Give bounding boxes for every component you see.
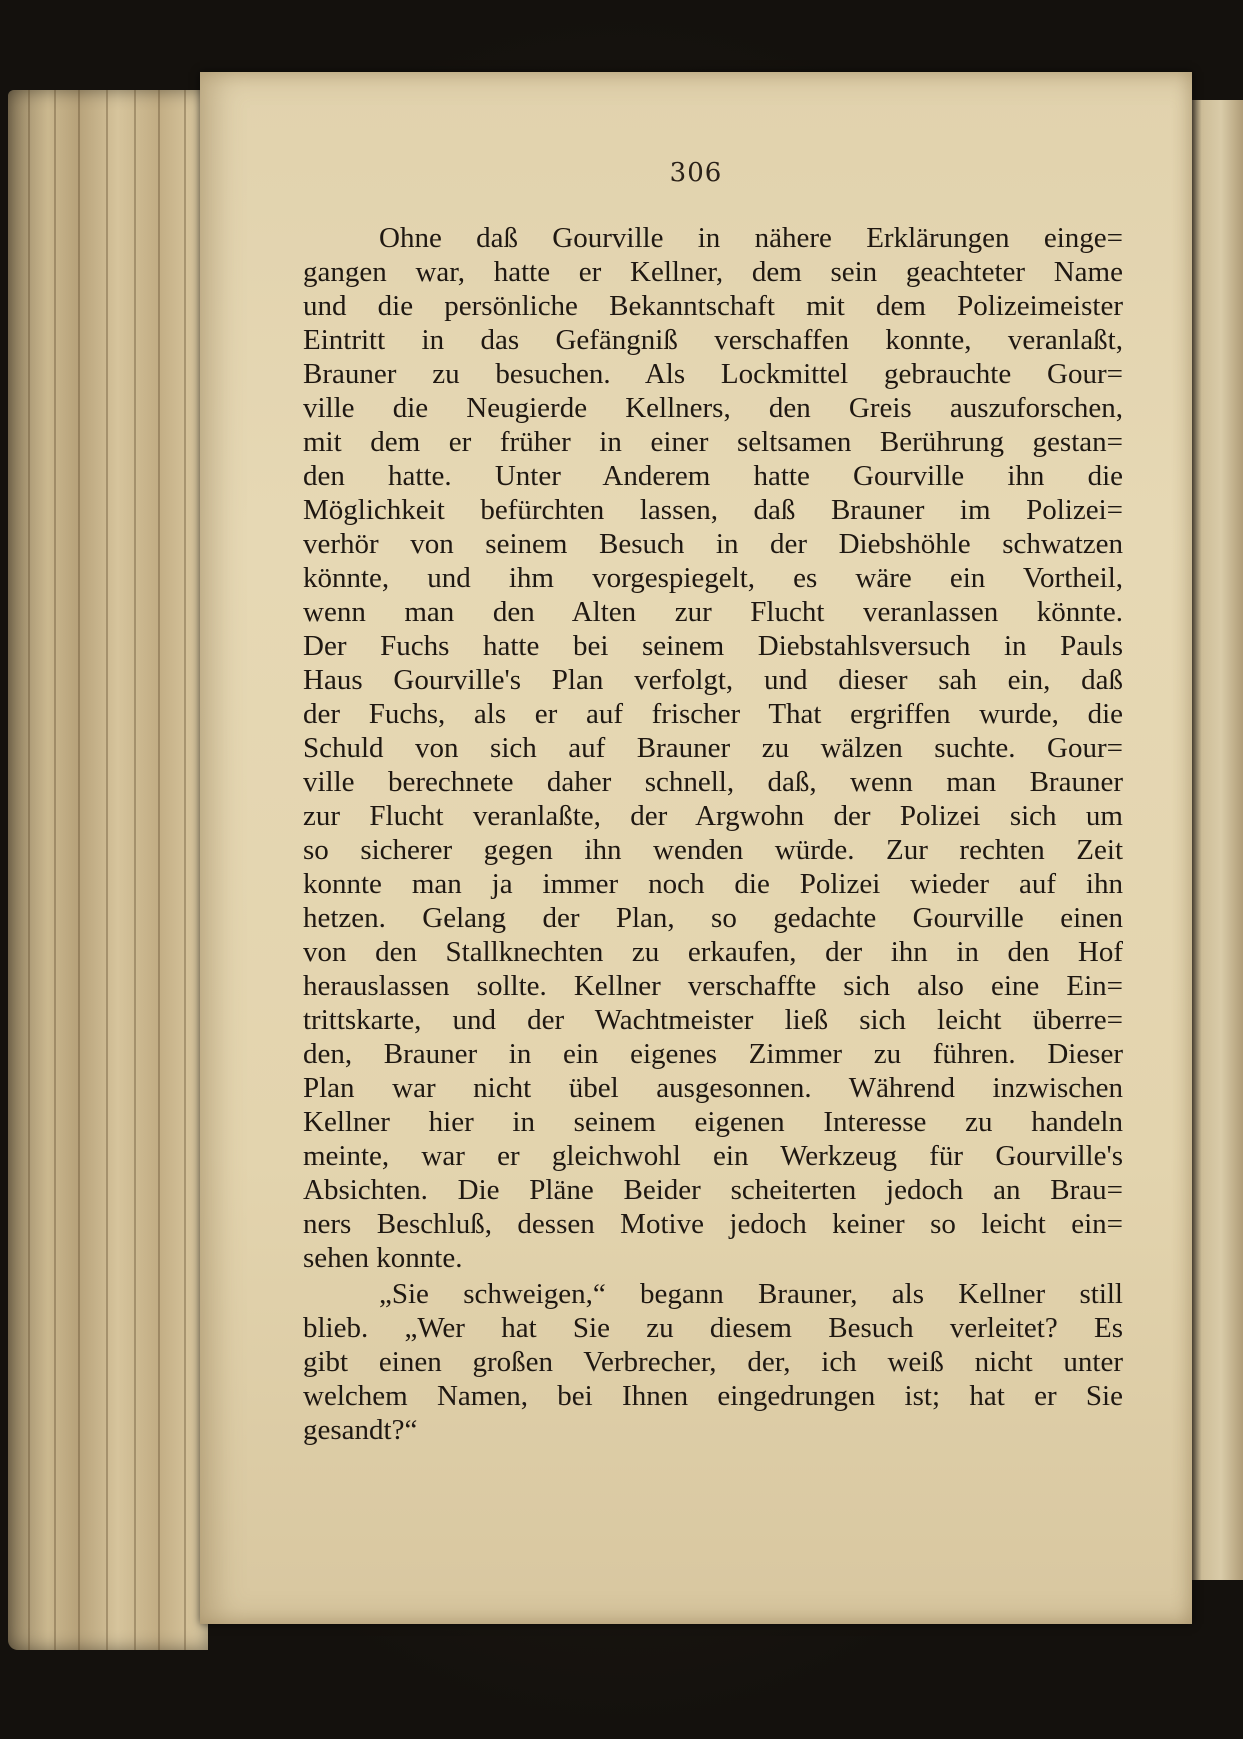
text-line: Ohne daß Gourville in nähere Erklärungen einge= bbox=[379, 222, 1123, 254]
text-line: zur Flucht veranlaßte, der Argwohn der Polizei sich um bbox=[303, 800, 1123, 832]
text-line: der Fuchs, als er auf frischer That ergriffen wurde, die bbox=[303, 698, 1123, 730]
text-line: mit dem er früher in einer seltsamen Berührung gestan= bbox=[303, 426, 1123, 458]
text-line: blieb. „Wer hat Sie zu diesem Besuch verleitet? Es bbox=[303, 1312, 1123, 1344]
text-line: sehen konnte. bbox=[303, 1242, 463, 1274]
text-line: welchem Namen, bei Ihnen eingedrungen ist; hat er Sie bbox=[303, 1380, 1123, 1412]
text-line: hetzen. Gelang der Plan, so gedachte Gourville einen bbox=[303, 902, 1123, 934]
text-line: Möglichkeit befürchten lassen, daß Brauner im Polizei= bbox=[303, 494, 1123, 526]
text-line: den, Brauner in ein eigenes Zimmer zu führen. Dieser bbox=[303, 1038, 1123, 1070]
text-line: so sicherer gegen ihn wenden würde. Zur rechten Zeit bbox=[303, 834, 1123, 866]
text-line: ners Beschluß, dessen Motive jedoch keiner so leicht ein= bbox=[303, 1208, 1123, 1240]
text-line: konnte man ja immer noch die Polizei wieder auf ihn bbox=[303, 868, 1123, 900]
text-line: „Sie schweigen,“ begann Brauner, als Kellner still bbox=[379, 1278, 1123, 1310]
text-line: wenn man den Alten zur Flucht veranlassen könnte. bbox=[303, 596, 1123, 628]
text-line: Plan war nicht übel ausgesonnen. Während inzwischen bbox=[303, 1072, 1123, 1104]
book-page bbox=[200, 72, 1192, 1624]
text-line: verhör von seinem Besuch in der Diebshöhle schwatzen bbox=[303, 528, 1123, 560]
text-line: Brauner zu besuchen. Als Lockmittel gebrauchte Gour= bbox=[303, 358, 1123, 390]
text-line: herauslassen sollte. Kellner verschaffte sich also eine Ein= bbox=[303, 970, 1123, 1002]
text-line: Schuld von sich auf Brauner zu wälzen suchte. Gour= bbox=[303, 732, 1123, 764]
text-line: Eintritt in das Gefängniß verschaffen konnte, veranlaßt, bbox=[303, 324, 1123, 356]
text-block bbox=[303, 222, 1123, 1582]
text-line: gibt einen großen Verbrecher, der, ich weiß nicht unter bbox=[303, 1346, 1123, 1378]
text-line: Kellner hier in seinem eigenen Interesse zu handeln bbox=[303, 1106, 1123, 1138]
text-line: Haus Gourville's Plan verfolgt, und dieser sah ein, daß bbox=[303, 664, 1123, 696]
text-line: ville berechnete daher schnell, daß, wenn man Brauner bbox=[303, 766, 1123, 798]
text-line: meinte, war er gleichwohl ein Werkzeug für Gourville's bbox=[303, 1140, 1123, 1172]
text-line: den hatte. Unter Anderem hatte Gourville ihn die bbox=[303, 460, 1123, 492]
text-line: könnte, und ihm vorgespiegelt, es wäre ein Vortheil, bbox=[303, 562, 1123, 594]
text-line: Absichten. Die Pläne Beider scheiterten jedoch an Brau= bbox=[303, 1174, 1123, 1206]
page-number: 306 bbox=[669, 158, 723, 188]
text-line: gesandt?“ bbox=[303, 1414, 418, 1446]
next-page-edge bbox=[1188, 100, 1243, 1580]
text-line: Der Fuchs hatte bei seinem Diebstahlsversuch in Pauls bbox=[303, 630, 1123, 662]
page-stack-edges bbox=[8, 90, 208, 1650]
text-line: trittskarte, und der Wachtmeister ließ sich leicht überre= bbox=[303, 1004, 1123, 1036]
text-line: gangen war, hatte er Kellner, dem sein geachteter Name bbox=[303, 256, 1123, 288]
text-line: von den Stallknechten zu erkaufen, der ihn in den Hof bbox=[303, 936, 1123, 968]
text-line: ville die Neugierde Kellners, den Greis auszuforschen, bbox=[303, 392, 1123, 424]
text-line: und die persönliche Bekanntschaft mit dem Polizeimeister bbox=[303, 290, 1123, 322]
